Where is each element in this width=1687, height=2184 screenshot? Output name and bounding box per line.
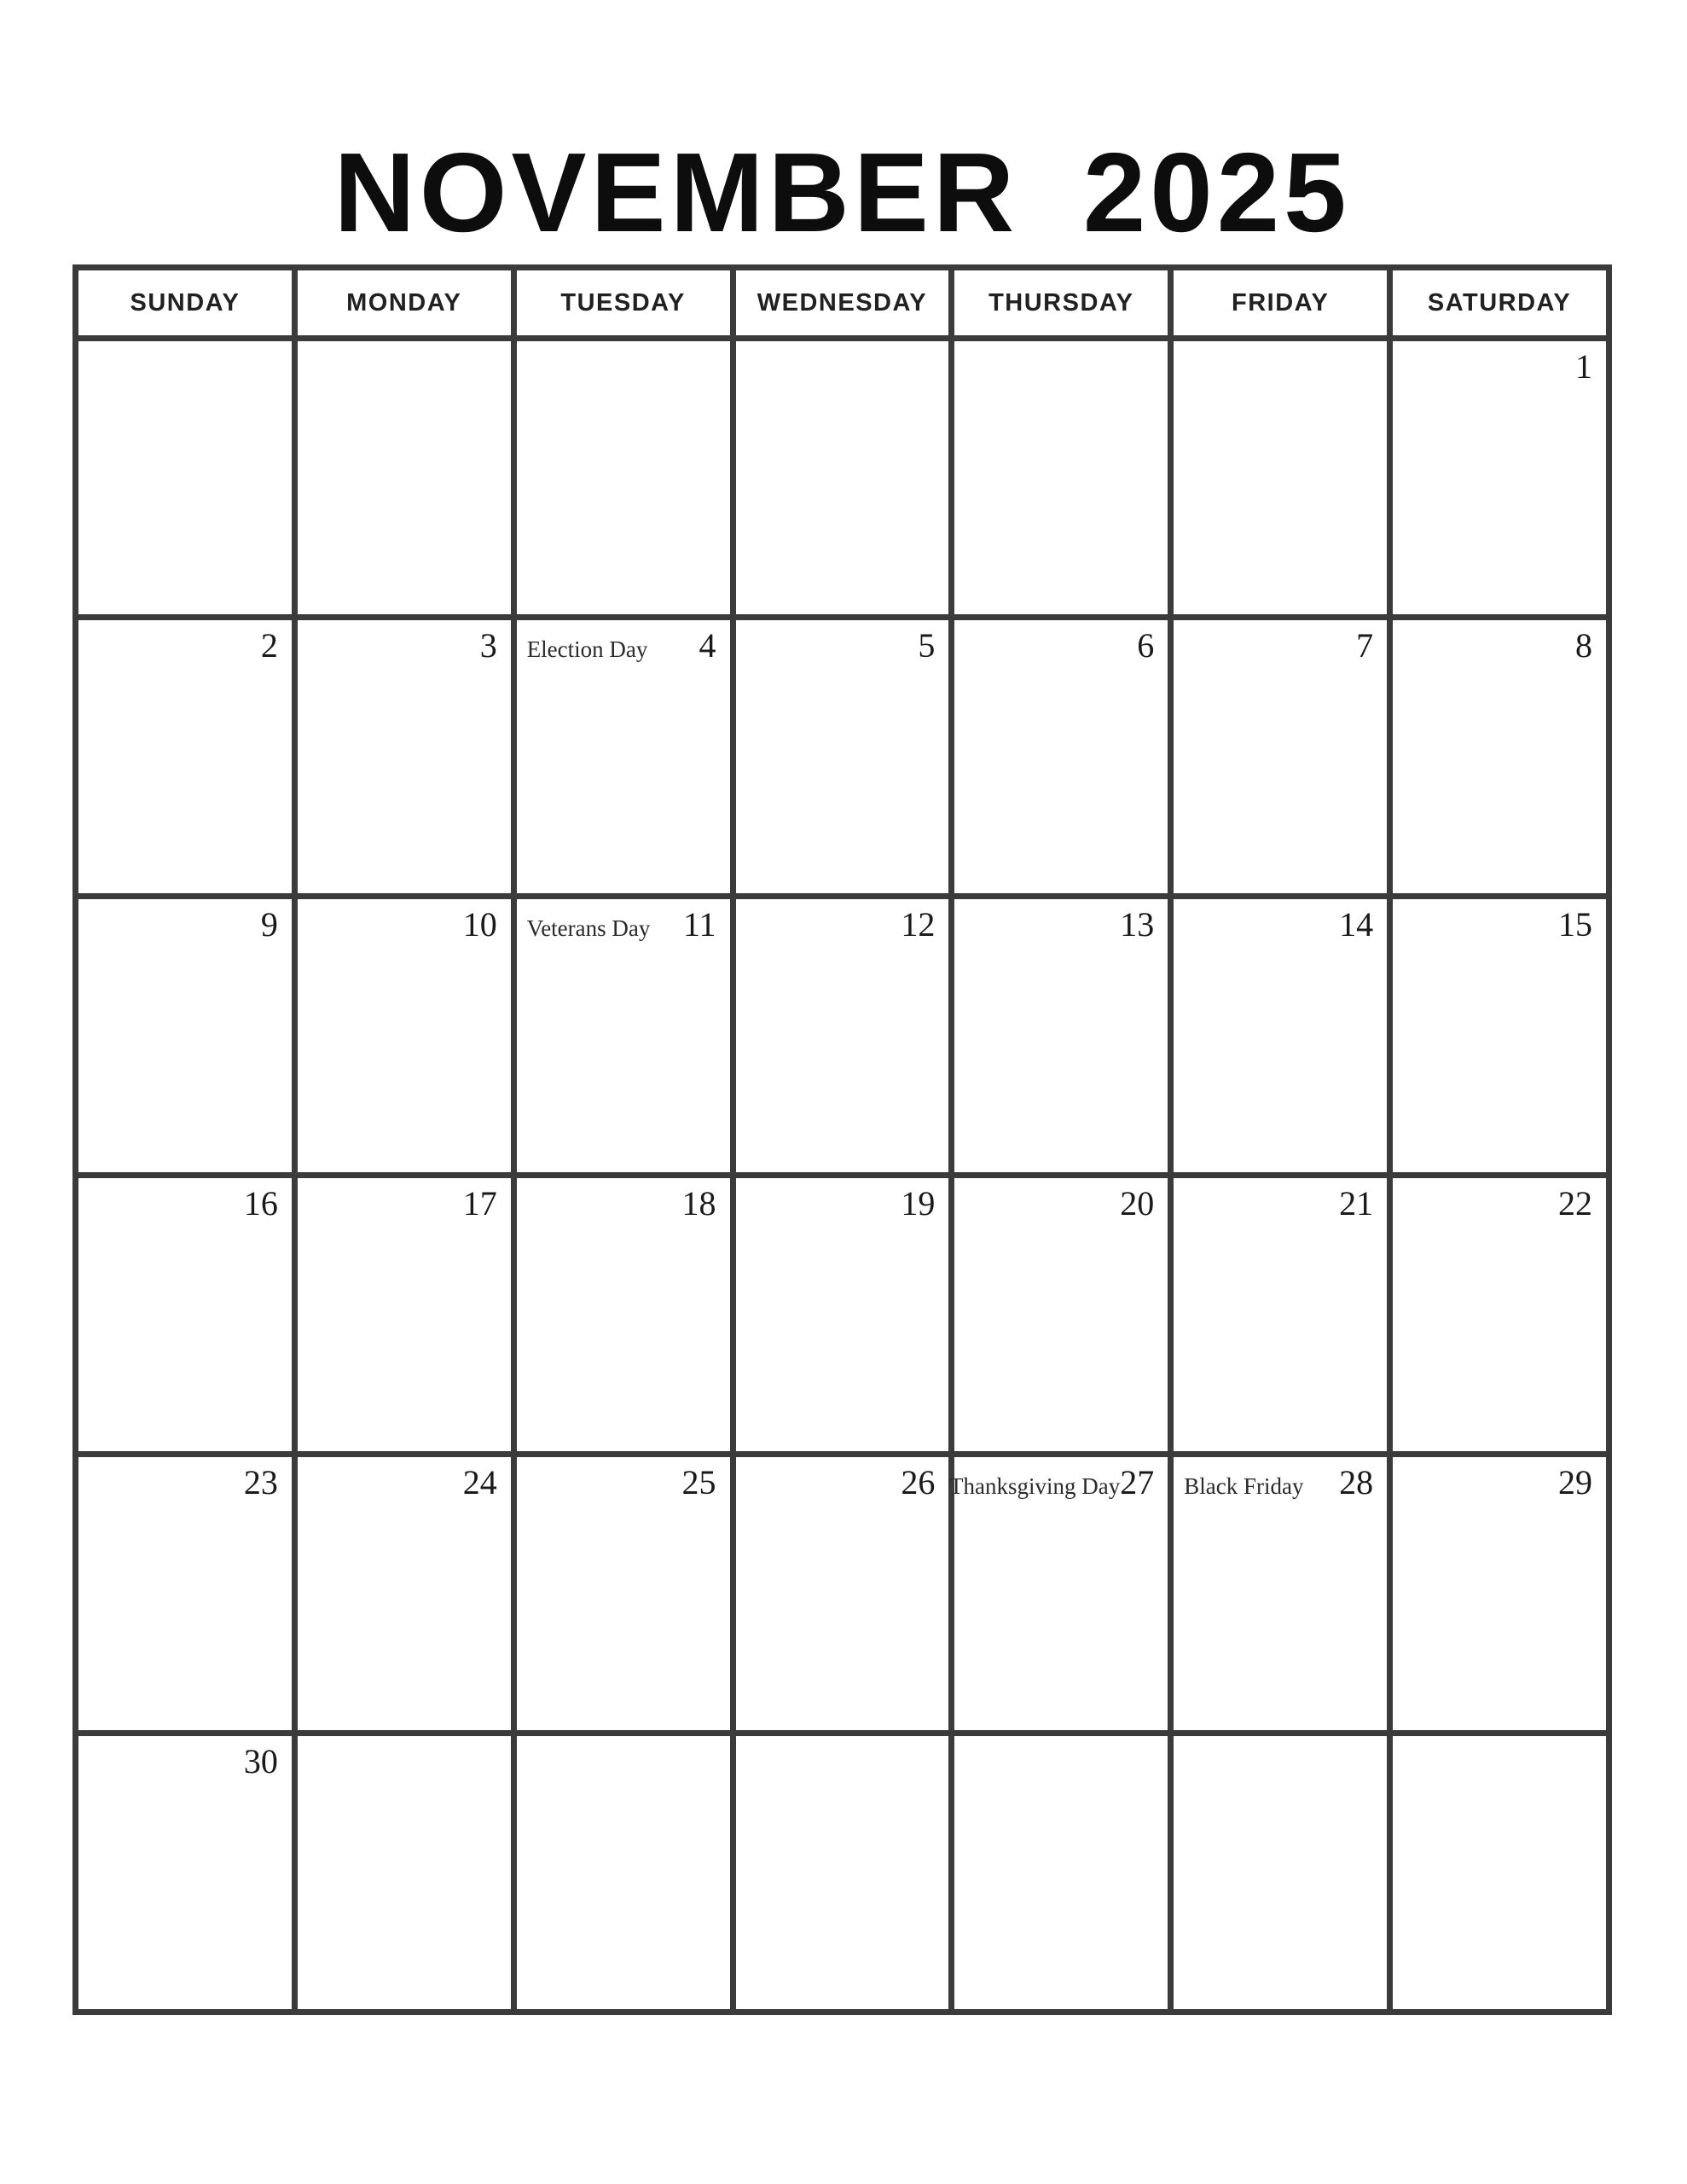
day-cell-header — [948, 1457, 1168, 1502]
calendar-body — [76, 339, 1609, 2013]
day-number: 17 — [462, 1184, 497, 1223]
day-cell-header — [517, 1457, 730, 1502]
day-cell-7 — [1171, 618, 1390, 897]
day-cell-18 — [513, 1176, 733, 1455]
day-cell-header — [517, 899, 730, 944]
day-cell-header — [517, 1178, 730, 1223]
week-row-5 — [76, 1455, 1609, 1734]
day-number: 6 — [1137, 626, 1155, 665]
day-number: 28 — [1339, 1463, 1374, 1502]
day-cell-3 — [294, 618, 513, 897]
day-cell-header — [78, 1178, 292, 1223]
day-cell-21 — [1171, 1176, 1390, 1455]
day-cell-header — [1174, 1457, 1387, 1502]
day-cell-25 — [513, 1455, 733, 1734]
day-cell-6 — [952, 618, 1171, 897]
day-number: 20 — [1120, 1184, 1155, 1223]
day-cell-empty — [952, 339, 1171, 618]
weekday-header-wednesday: WEDNESDAY — [733, 268, 952, 339]
day-cell-header — [954, 1736, 1168, 1743]
day-cell-empty — [513, 1734, 733, 2013]
day-number: 5 — [918, 626, 936, 665]
day-cell-29 — [1390, 1455, 1609, 1734]
day-number: 14 — [1339, 905, 1374, 944]
day-number: 13 — [1120, 905, 1155, 944]
day-cell-20 — [952, 1176, 1171, 1455]
day-number: 18 — [681, 1184, 716, 1223]
day-number: 21 — [1339, 1184, 1374, 1223]
day-cell-26 — [733, 1455, 952, 1734]
weekday-header-tuesday: TUESDAY — [513, 268, 733, 339]
day-cell-empty — [294, 1734, 513, 2013]
day-cell-header — [78, 1736, 292, 1780]
week-row-3 — [76, 897, 1609, 1176]
week-row-4 — [76, 1176, 1609, 1455]
day-cell-empty — [1171, 1734, 1390, 2013]
weekday-header-friday: FRIDAY — [1171, 268, 1390, 339]
day-cell-empty — [1390, 1734, 1609, 2013]
holiday-label: Black Friday — [1184, 1473, 1304, 1499]
day-cell-header — [736, 341, 949, 348]
day-cell-header — [1174, 1178, 1387, 1223]
day-cell-empty — [76, 339, 295, 618]
day-cell-header — [1393, 1178, 1606, 1223]
day-cell-header — [298, 899, 511, 944]
day-cell-header — [736, 899, 949, 944]
day-number: 1 — [1575, 347, 1592, 386]
day-cell-header — [517, 1736, 730, 1743]
day-cell-header — [517, 620, 730, 665]
day-cell-header — [517, 341, 730, 348]
day-number: 8 — [1575, 626, 1592, 665]
day-cell-header — [1393, 620, 1606, 665]
day-cell-header — [736, 1457, 949, 1502]
day-number: 7 — [1356, 626, 1374, 665]
page-title: NOVEMBER 2025 — [333, 130, 1351, 256]
day-cell-header — [1393, 341, 1606, 386]
day-number: 30 — [243, 1742, 278, 1780]
day-cell-header — [1174, 341, 1387, 348]
day-cell-header — [1393, 899, 1606, 944]
day-cell-empty — [733, 339, 952, 618]
day-cell-8 — [1390, 618, 1609, 897]
day-cell-19 — [733, 1176, 952, 1455]
day-number: 23 — [243, 1463, 278, 1502]
day-cell-11 — [513, 897, 733, 1176]
week-row-2 — [76, 618, 1609, 897]
day-number: 11 — [683, 905, 716, 944]
day-cell-5 — [733, 618, 952, 897]
day-cell-header — [1393, 1457, 1606, 1502]
day-cell-header — [298, 1178, 511, 1223]
day-cell-14 — [1171, 897, 1390, 1176]
day-cell-empty — [294, 339, 513, 618]
day-cell-1 — [1390, 339, 1609, 618]
day-cell-28 — [1171, 1455, 1390, 1734]
weekday-header-saturday: SATURDAY — [1390, 268, 1609, 339]
day-cell-16 — [76, 1176, 295, 1455]
day-cell-22 — [1390, 1176, 1609, 1455]
day-cell-header — [78, 341, 292, 348]
day-cell-30 — [76, 1734, 295, 2013]
day-number: 29 — [1558, 1463, 1592, 1502]
weekday-header-thursday: THURSDAY — [952, 268, 1171, 339]
day-cell-empty — [1171, 339, 1390, 618]
day-cell-9 — [76, 897, 295, 1176]
day-cell-23 — [76, 1455, 295, 1734]
day-cell-17 — [294, 1176, 513, 1455]
holiday-label: Veterans Day — [526, 915, 651, 941]
day-cell-header — [954, 1178, 1168, 1223]
day-number: 10 — [462, 905, 497, 944]
day-number: 27 — [1120, 1463, 1155, 1502]
day-number: 3 — [479, 626, 497, 665]
week-row-6 — [76, 1734, 1609, 2013]
day-number: 25 — [681, 1463, 716, 1502]
day-cell-27 — [948, 1455, 1171, 1734]
calendar-grid — [72, 264, 1612, 2015]
day-cell-empty — [513, 339, 733, 618]
holiday-label: Election Day — [526, 636, 648, 662]
day-number: 26 — [901, 1463, 936, 1502]
weekday-header-monday: MONDAY — [294, 268, 513, 339]
day-cell-header — [78, 620, 292, 665]
day-number: 9 — [260, 905, 278, 944]
day-cell-header — [78, 1457, 292, 1502]
day-cell-header — [954, 341, 1168, 348]
weekday-header-sunday: SUNDAY — [76, 268, 295, 339]
weekday-header-row — [76, 268, 1609, 339]
day-cell-header — [736, 1736, 949, 1743]
day-cell-24 — [294, 1455, 513, 1734]
day-number: 4 — [699, 626, 716, 665]
day-number: 2 — [260, 626, 278, 665]
day-cell-2 — [76, 618, 295, 897]
day-cell-header — [78, 899, 292, 944]
day-number: 15 — [1558, 905, 1592, 944]
day-cell-header — [954, 899, 1168, 944]
day-cell-10 — [294, 897, 513, 1176]
day-number: 19 — [901, 1184, 936, 1223]
day-cell-header — [298, 620, 511, 665]
day-number: 24 — [462, 1463, 497, 1502]
day-cell-header — [736, 620, 949, 665]
day-cell-header — [298, 341, 511, 348]
day-cell-header — [736, 1178, 949, 1223]
day-cell-header — [1393, 1736, 1606, 1743]
day-cell-header — [1174, 620, 1387, 665]
day-cell-15 — [1390, 897, 1609, 1176]
day-cell-header — [1174, 1736, 1387, 1743]
day-number: 22 — [1558, 1184, 1592, 1223]
day-cell-header — [954, 620, 1168, 665]
day-number: 16 — [243, 1184, 278, 1223]
day-cell-4 — [513, 618, 733, 897]
day-cell-empty — [952, 1734, 1171, 2013]
day-cell-header — [298, 1457, 511, 1502]
day-number: 12 — [901, 905, 936, 944]
day-cell-12 — [733, 897, 952, 1176]
day-cell-header — [1174, 899, 1387, 944]
day-cell-13 — [952, 897, 1171, 1176]
week-row-1 — [76, 339, 1609, 618]
day-cell-header — [298, 1736, 511, 1743]
holiday-label: Thanksgiving Day — [948, 1473, 1121, 1499]
day-cell-empty — [733, 1734, 952, 2013]
